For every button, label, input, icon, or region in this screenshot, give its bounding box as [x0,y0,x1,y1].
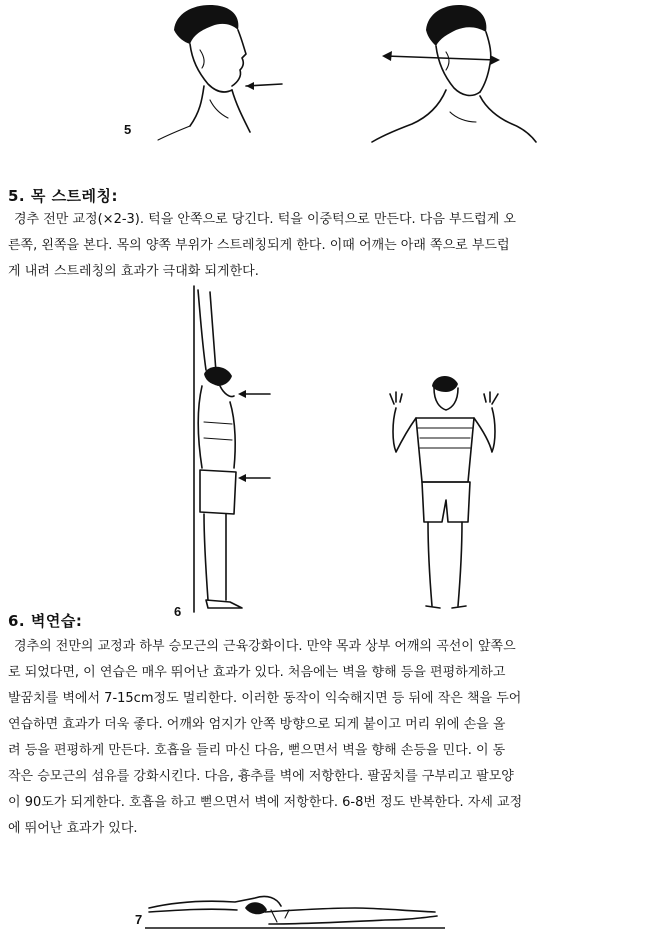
head-profile-chin-tuck [158,5,250,140]
section-6-line-3: 발꿈치를 벽에서 7-15cm정도 멀리한다. 이러한 동작이 익숙해지면 등 뒤에 작은 책을 두어 [8,691,522,706]
prone-exercise-illustration [145,878,445,934]
section-6-line-8: 에 뛰어난 효과가 있다. [8,821,138,836]
chin-arrow [246,82,282,90]
wall-arrows [238,390,270,482]
figure-6-wall-exercise [170,282,530,618]
turn-arrow [382,51,500,65]
figure-7-number: 7 [135,912,143,927]
section-6-line-6: 작은 승모근의 섬유를 강화시킨다. 다음, 흉추를 벽에 저항한다. 팔꿈치를 구부리고 팔모양 [8,769,514,784]
figure-front-arms-raised [390,376,498,608]
wall-exercise-illustration [170,282,530,618]
section-6-heading: 6. 벽연습: [8,612,83,630]
figure-side-against-wall [198,290,242,608]
section-5-heading: 5. 목 스트레칭: [8,187,119,205]
figure-5-neck-stretch [124,0,550,145]
section-5-line-2: 른쪽, 왼쪽을 본다. 목의 양쪽 부위가 스트레칭되게 한다. 이때 어깨는 아래 쪽으로 부드럽 [8,238,510,253]
figure-5-number: 5 [124,122,132,137]
figure-6-number: 6 [174,604,182,619]
section-6-paragraph [8,634,642,842]
section-6-line-1: 경추의 전만의 교정과 하부 승모근의 근육강화이다. 만약 목과 상부 어깨의 곡선이 앞쪽으 [14,639,516,654]
section-5-line-3: 게 내려 스트레칭의 효과가 극대화 되게한다. [8,264,259,279]
head-front-turn [372,5,536,142]
figure-7-prone-exercise [135,878,445,934]
section-5-paragraph [8,207,642,285]
section-6-line-2: 로 되었다면, 이 연습은 매우 뛰어난 효과가 있다. 처음에는 벽을 향해 등을 편평하게하고 [8,665,506,680]
section-6-line-7: 이 90도가 되게한다. 호흡을 하고 뻗으면서 벽에 저항한다. 6-8번 정도 반복한다. 자세 교정 [8,795,523,810]
section-6-line-5: 려 등을 편평하게 만든다. 호흡을 들리 마신 다음, 뻗으면서 벽을 향해 손등을 민다. 이 동 [8,743,506,758]
section-5-line-1: 경추 전만 교정(×2-3). 턱을 안쪽으로 당긴다. 턱을 이중턱으로 만든다. 다음 부드럽게 오 [14,212,516,227]
section-6-line-4: 연습하면 효과가 더욱 좋다. 어깨와 엄지가 안쪽 방향으로 되게 붙이고 머리 위에 손을 올 [8,717,506,732]
neck-stretch-illustration [150,0,550,145]
